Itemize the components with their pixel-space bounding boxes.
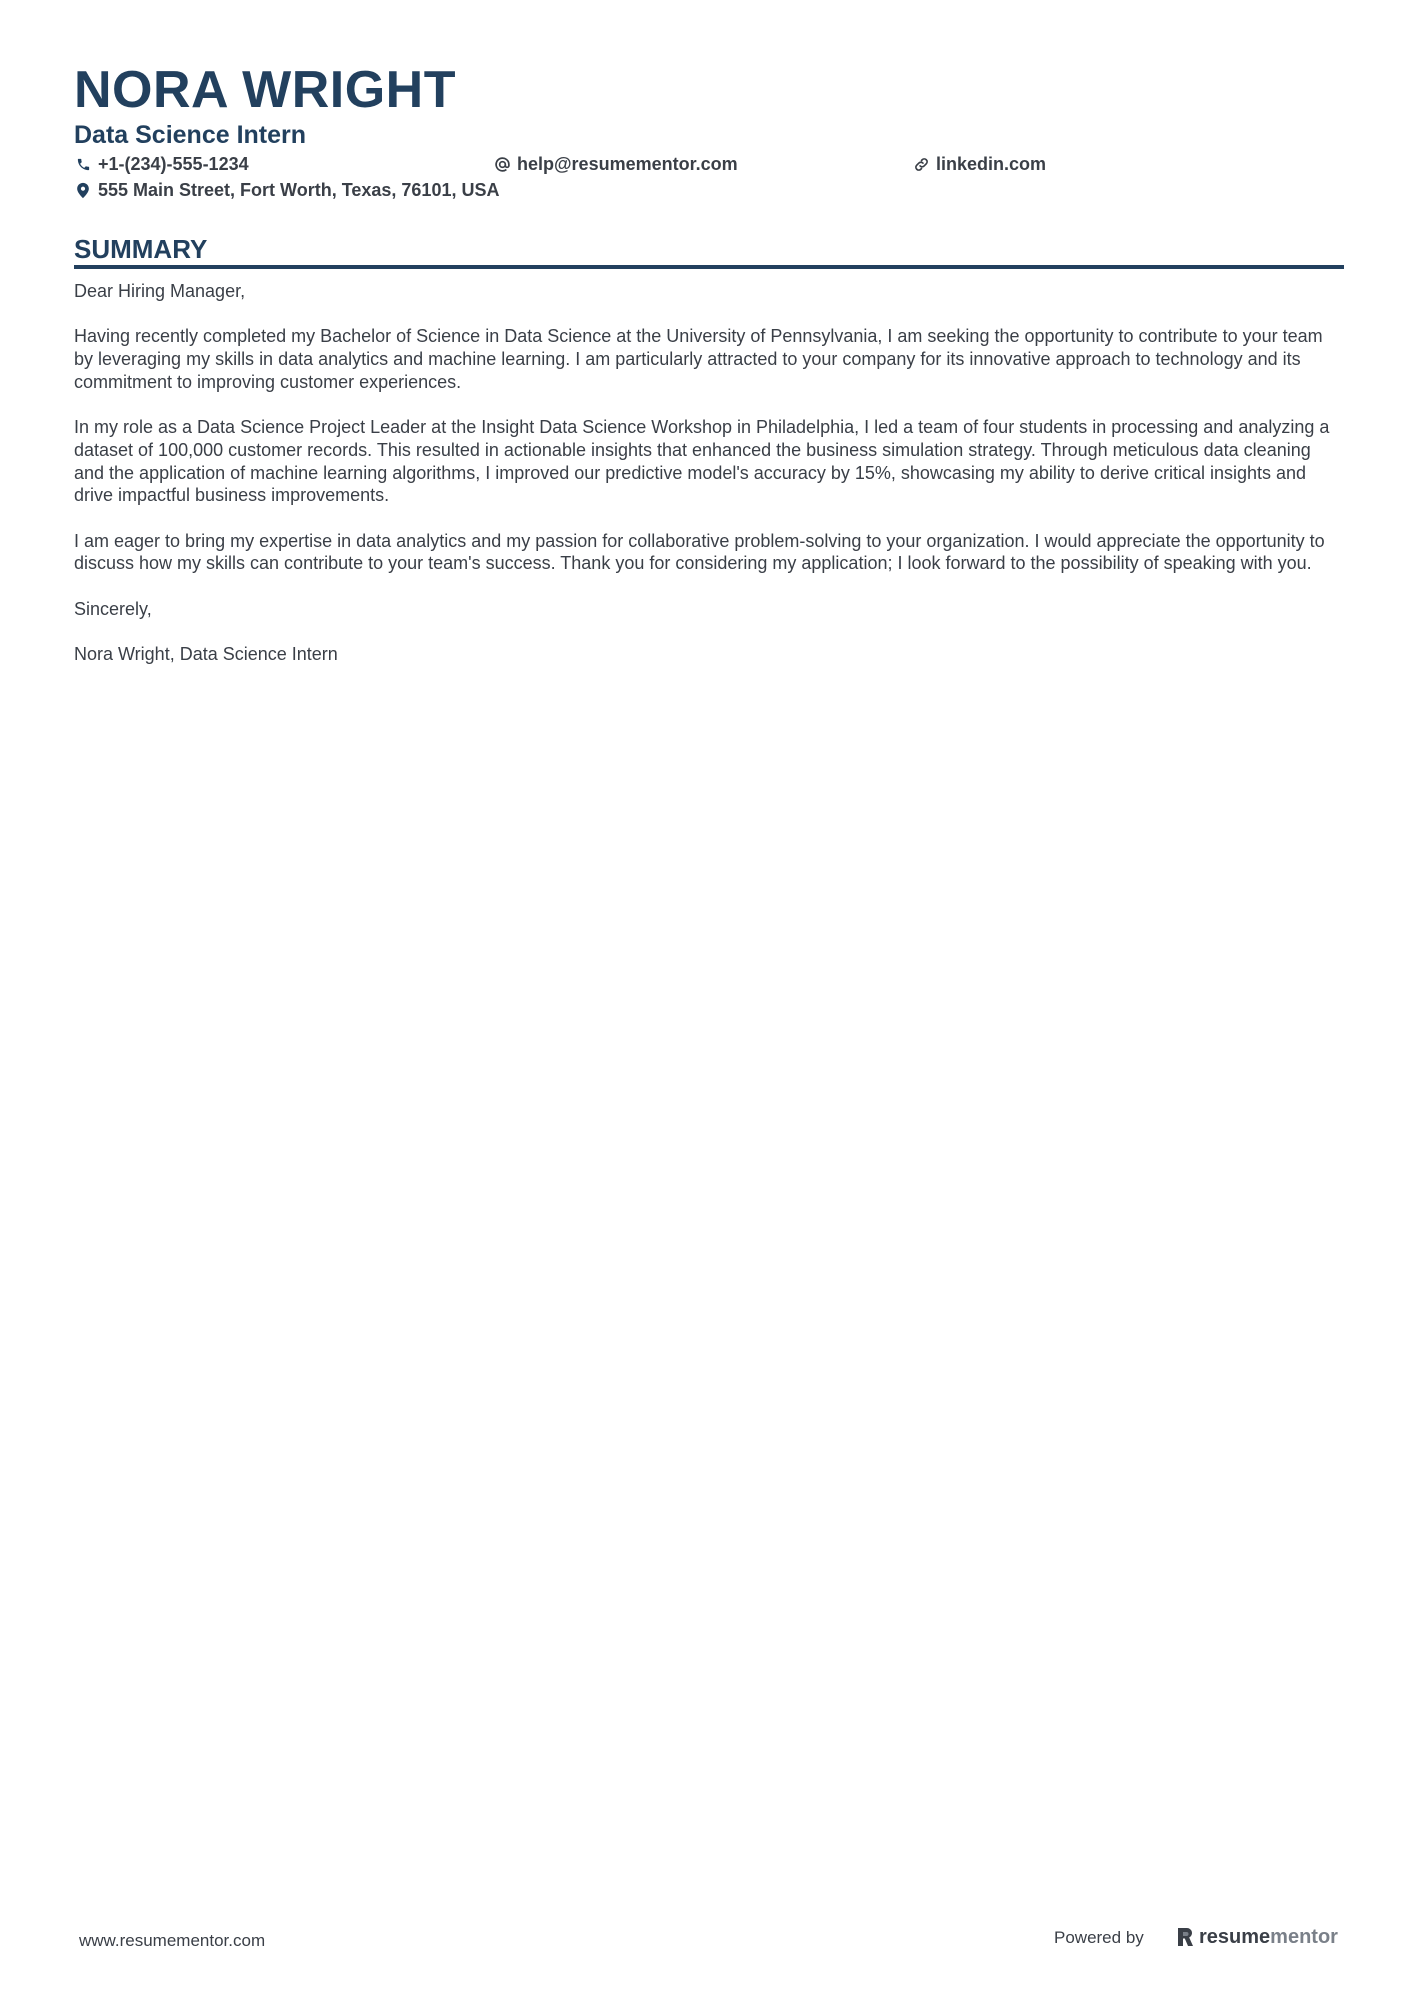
section-title-summary: SUMMARY: [74, 234, 208, 264]
closing: Sincerely,: [74, 598, 152, 619]
phone-text: +1-(234)-555-1234: [98, 154, 249, 174]
brand-name-part1: resume: [1199, 1926, 1271, 1948]
link-icon: [912, 155, 930, 173]
contact-linkedin[interactable]: [912, 152, 1046, 176]
paragraph-1: Having recently completed my Bachelor of Science in Data Science at the University of Pennsylvania, I am seeking the opportunity to contribute to your team by leveraging my skills in data analytics and machine learning. I am particularly attracted to your company for its innovative approach to technology and its commitment to improving customer experiences.: [74, 326, 1323, 392]
contact-address: [74, 178, 499, 202]
candidate-name: NORA WRIGHT: [74, 61, 456, 119]
address-text: 555 Main Street, Fort Worth, Texas, 76101, USA: [98, 180, 500, 200]
powered-by-label: Powered by: [1054, 1928, 1144, 1947]
resumementor-logo-icon: [1176, 1927, 1194, 1947]
candidate-role: Data Science Intern: [74, 121, 307, 149]
brand-name-part2: mentor: [1270, 1926, 1338, 1948]
signature: Nora Wright, Data Science Intern: [74, 644, 338, 665]
salutation: Dear Hiring Manager,: [74, 281, 246, 301]
linkedin-text: linkedin.com: [936, 154, 1047, 174]
contact-email[interactable]: [493, 152, 738, 176]
footer-website-link[interactable]: www.resumementor.com: [79, 1931, 266, 1950]
email-text: help@resumementor.com: [517, 154, 738, 174]
phone-icon: [74, 155, 92, 173]
paragraph-2: In my role as a Data Science Project Leader at the Insight Data Science Workshop in Philadelphia, I led a team of four students in processing and analyzing a dataset of 100,000 customer records. This resulted in actionable insights that enhanced the business simulation strategy. Through meticulous data cleaning and the application of machine learning algorithms, I improved our predictive model's accuracy by 15%, showcasing my ability to derive critical insights and drive impactful business improvements.: [74, 417, 1330, 506]
paragraph-3: I am eager to bring my expertise in data analytics and my passion for collaborative problem-solving to your organization. I would appreciate the opportunity to discuss how my skills can contribute to your team's success. Thank you for considering my application; I look forward to the possibility of speaking with you.: [74, 530, 1325, 574]
section-divider: [74, 265, 1344, 269]
contact-phone[interactable]: [74, 152, 249, 176]
at-icon: [493, 155, 511, 173]
map-pin-icon: [74, 181, 92, 199]
brand-logo[interactable]: [1176, 1924, 1338, 1950]
letter-body: [74, 280, 1344, 689]
